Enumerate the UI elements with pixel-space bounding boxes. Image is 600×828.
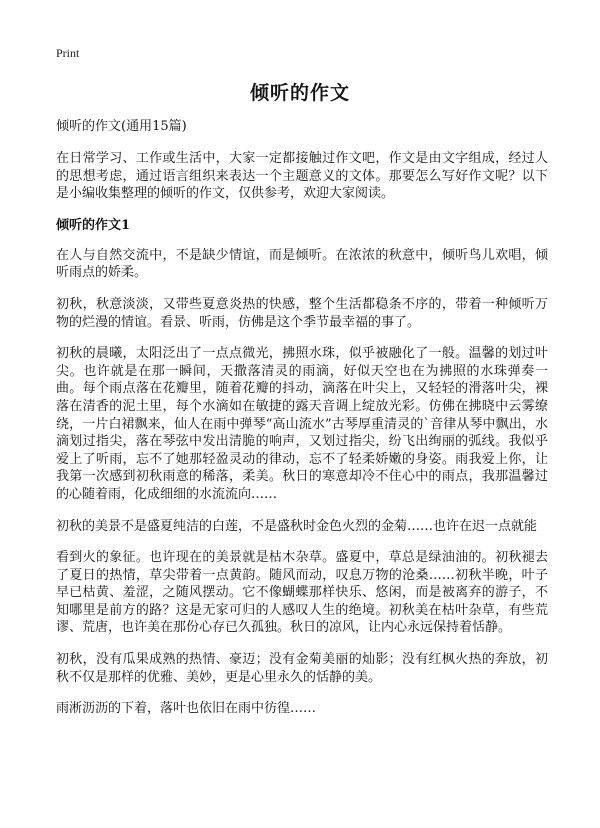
paragraph: 在人与自然交流中，不是缺少情谊，而是倾听。在浓浓的秋意中，倾听鸟儿欢唱，倾听雨点的娇柔。 <box>56 247 548 281</box>
paragraph: 初秋，秋意淡淡，又带些夏意炎热的快感，整个生活都稳条不序的，带着一种倾听万物的烂漫的情谊。看景、听雨，仿佛是这个季节最幸福的事了。 <box>56 296 548 330</box>
page-title: 倾听的作文 <box>249 82 350 104</box>
paragraph: 看到火的象征。也许现在的美景就是枯木杂草。盛夏中，草总是绿油油的。初秋褪去了夏日的热情，草尖带着一点黄韵。随风而动，叹息万物的沧桑……初秋半晚，叶子早已枯黄、羞涩，之随风摆动。它不像蝴蝶那样快乐、悠闲，而是被离弃的游子，不知哪里是前方的路？这是无家可归的人感叹人生的绝境。初秋美在枯叶杂草，有些荒谬、荒唐，也许美在那份心存已久孤独。秋日的凉风，让内心永远保持着恬静。 <box>56 550 548 636</box>
intro-paragraph: 在日常学习、工作或生活中，大家一定都接触过作文吧，作文是由文字组成，经过人的思想考虑，通过语言组织来表达一个主题意义的文体。那要怎么写好作文呢？以下是小编收集整理的倾听的作文，仅供参考，欢迎大家阅读。 <box>56 151 548 202</box>
paragraph: 初秋的晨曦，太阳泛出了一点点微光，拂照水珠，似乎被融化了一般。温馨的划过叶尖。也许就是在那一瞬间，天撒落清灵的雨滴，好似天空也在为拂照的水珠弹奏一曲。每个雨点落在花瓣里，随着花瓣的抖动，滴落在叶尖上，又轻轻的滑落叶尖，裸落在清香的泥土里，每个水滴如在敏捷的露天音调上绽放光彩。仿佛在拂晓中云雾缭绕，一片白裙飘来，仙人在雨中弹琴“高山流水”古琴厚重清灵的`音律从琴中飘出，水滴划过指尖，落在琴弦中发出清脆的响声，又划过指尖，纷飞出绚丽的弧线。我似乎爱上了听雨，忘不了她那轻盈灵动的律动，忘不了轻柔娇嫩的身姿。雨我爱上你，让我第一次感到初秋雨意的稀落，柔美。秋日的寒意却冷不住心中的雨点，我那温馨过的心随着雨，化成细细的水流流向…… <box>56 346 548 502</box>
document-subtitle: 倾听的作文(通用15篇) <box>56 119 187 134</box>
document-body <box>56 118 548 732</box>
paragraph: 雨淅沥沥的下着，落叶也依旧在雨中彷徨…… <box>56 701 317 717</box>
print-link[interactable]: Print <box>56 46 80 60</box>
section-heading: 倾听的作文1 <box>56 217 131 233</box>
paragraph: 初秋，没有瓜果成熟的热情、豪迈；没有金菊美丽的灿影；没有红枫火热的奔放，初秋不仅是那样的优雅、美妙，更是心里永久的恬静的美。 <box>56 652 548 685</box>
paragraph: 初秋的美景不是盛夏纯洁的白莲，不是盛秋时金色火烈的金菊……也许在迟一点就能 <box>56 518 538 534</box>
